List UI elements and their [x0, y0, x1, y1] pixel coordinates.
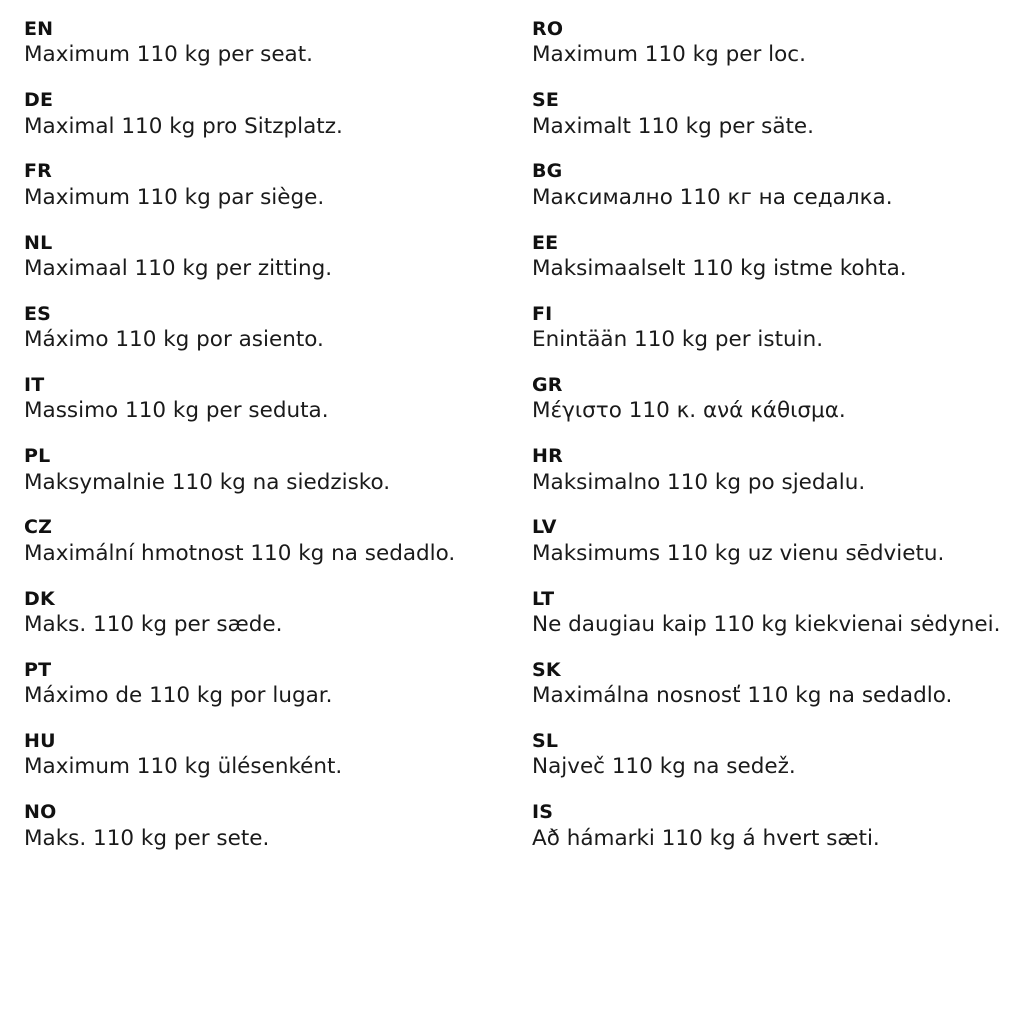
language-code: BG — [532, 160, 563, 183]
language-code: IT — [24, 374, 45, 397]
language-entry — [24, 588, 496, 638]
language-text: Maksimums 110 kg uz vienu sēdvietu. — [532, 540, 945, 566]
language-entry — [532, 516, 1000, 566]
language-entry — [24, 232, 496, 282]
language-code: SE — [532, 89, 560, 112]
language-entry — [532, 89, 1000, 139]
language-entry — [24, 374, 496, 424]
language-code: CZ — [24, 516, 53, 539]
language-entry — [532, 374, 1000, 424]
language-entry — [24, 659, 496, 709]
language-text: Maks. 110 kg per sete. — [24, 825, 270, 851]
language-text: Maximum 110 kg per loc. — [532, 42, 806, 68]
language-text: Максимално 110 кг на седалка. — [532, 184, 893, 210]
language-entry — [24, 801, 496, 851]
language-code: DK — [24, 587, 55, 610]
language-text: Maximalt 110 kg per säte. — [532, 113, 814, 139]
language-code: LT — [532, 587, 555, 610]
language-entry — [532, 730, 1000, 780]
language-entry — [24, 303, 496, 353]
language-code: EE — [532, 231, 559, 254]
language-entry — [532, 801, 1000, 851]
language-text: Enintään 110 kg per istuin. — [532, 327, 824, 353]
language-text: Máximo de 110 kg por lugar. — [24, 683, 333, 709]
language-text: Máximo 110 kg por asiento. — [24, 327, 324, 353]
language-code: NL — [24, 231, 53, 254]
language-entry — [532, 588, 1000, 638]
language-text: Največ 110 kg na sedež. — [532, 754, 796, 780]
language-text: Maximum 110 kg ülésenként. — [24, 754, 343, 780]
language-entry — [24, 89, 496, 139]
left-column — [24, 18, 512, 1014]
language-text: Maximum 110 kg par siège. — [24, 184, 325, 210]
language-entry — [532, 18, 1000, 68]
language-code: LV — [532, 516, 557, 539]
language-code: PT — [24, 658, 52, 681]
language-code: HR — [532, 445, 563, 468]
language-code: FI — [532, 302, 553, 325]
language-text: Μέγιστο 110 κ. ανά κάθισμα. — [532, 398, 846, 424]
language-text: Maks. 110 kg per sæde. — [24, 612, 283, 638]
language-entry — [532, 445, 1000, 495]
language-code: PL — [24, 445, 51, 468]
language-code: SL — [532, 730, 559, 753]
language-entry — [532, 303, 1000, 353]
language-entry — [24, 516, 496, 566]
language-text: Massimo 110 kg per seduta. — [24, 398, 329, 424]
right-column — [512, 18, 1000, 1014]
language-code: SK — [532, 658, 561, 681]
language-code: GR — [532, 374, 563, 397]
language-code: HU — [24, 730, 56, 753]
language-code: NO — [24, 801, 57, 824]
language-text: Maksimalno 110 kg po sjedalu. — [532, 469, 866, 495]
language-text: Maksimaalselt 110 kg istme kohta. — [532, 256, 907, 282]
language-text: Maximaal 110 kg per zitting. — [24, 256, 333, 282]
language-entry — [24, 18, 496, 68]
language-code: RO — [532, 18, 564, 40]
language-text: Maximálna nosnosť 110 kg na sedadlo. — [532, 683, 953, 709]
language-text: Maximum 110 kg per seat. — [24, 42, 313, 68]
language-entry — [24, 730, 496, 780]
language-text: Maksymalnie 110 kg na siedzisko. — [24, 469, 391, 495]
language-entry — [532, 232, 1000, 282]
language-entry — [532, 160, 1000, 210]
language-code: IS — [532, 801, 554, 824]
language-entry — [24, 160, 496, 210]
language-text: Maximální hmotnost 110 kg na sedadlo. — [24, 540, 456, 566]
language-code: DE — [24, 89, 54, 112]
language-text: Maximal 110 kg pro Sitzplatz. — [24, 113, 343, 139]
language-code: EN — [24, 18, 54, 40]
language-code: FR — [24, 160, 53, 183]
language-text: Að hámarki 110 kg á hvert sæti. — [532, 825, 880, 851]
language-text: Ne daugiau kaip 110 kg kiekvienai sėdynei. — [532, 612, 1001, 638]
language-entry — [532, 659, 1000, 709]
language-code: ES — [24, 302, 52, 325]
language-entry — [24, 445, 496, 495]
